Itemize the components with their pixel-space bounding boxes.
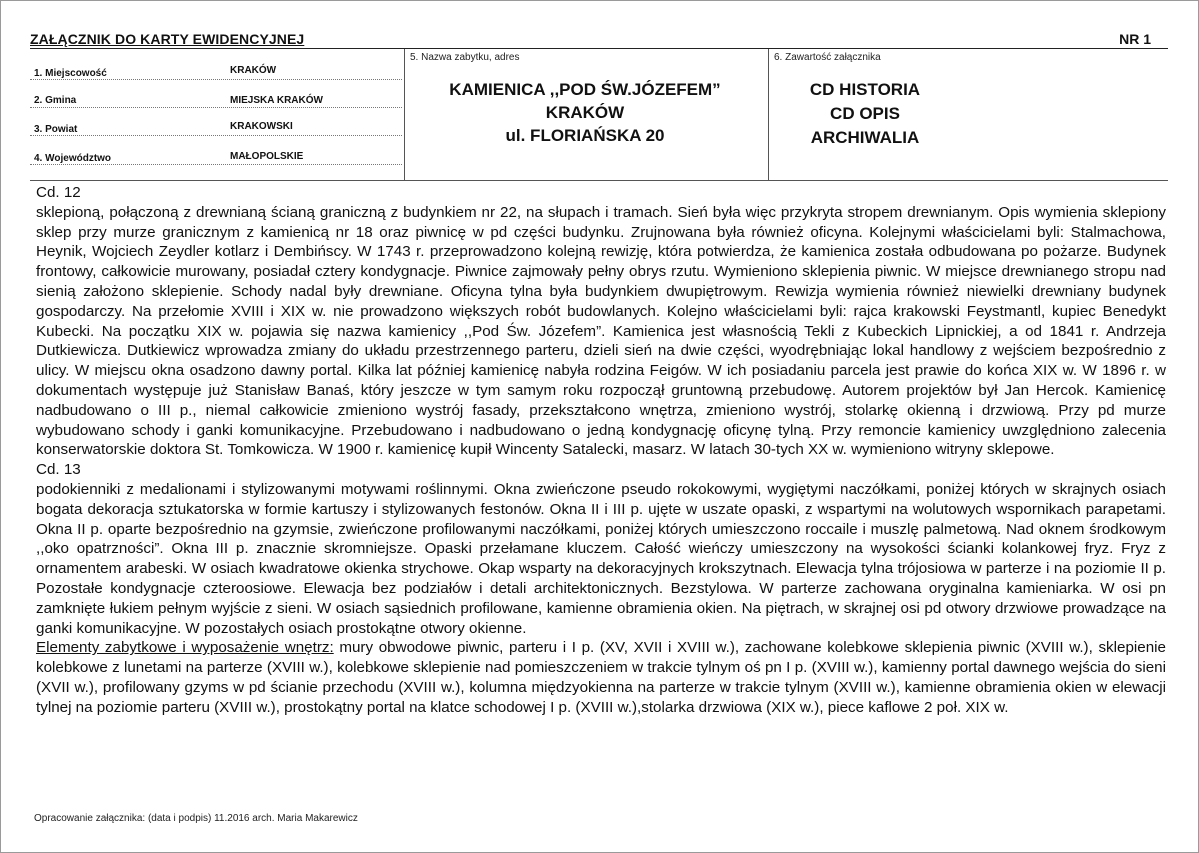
continuation-label-12: Cd. 12	[36, 184, 81, 201]
field-label-miejscowosc: 1. Miejscowość	[34, 68, 107, 79]
attachment-number: NR 1	[1119, 31, 1151, 47]
contents-item-historia: CD HISTORIA	[809, 80, 921, 99]
monument-name: KAMIENICA ,,POD ŚW.JÓZEFEM”	[449, 80, 721, 99]
contents-item-opis: CD OPIS	[830, 104, 900, 123]
continuation-label-13: Cd. 13	[36, 461, 81, 479]
field-label-wojewodztwo: 4. Województwo	[34, 153, 112, 164]
field-label-gmina: 2. Gmina	[34, 95, 77, 106]
monument-address: ul. FLORIAŃSKA 20	[505, 126, 665, 145]
history-paragraph: sklepioną, połączoną z drewnianą ścianą graniczną z budynkiem nr 22, na słupach i tramach. Sień była więc przykryta stropem drewnianym. Opis wymienia sklepiony sklep przy murze granicznym z kamienicą nr 18 oraz piwnicę w pd części budynku. Zrujnowana była również oficyna. Kolejnymi właścicielami byli: Stalmachowa, Heynik, Wojciech Zeydler kotlarz i Dembińscy. W 1743 r. przeprowadzono kolejną rewizję, która potwierdza, że kamienica została odbudowana po pożarze. Budynek frontowy, całkowicie murowany, posiadał cztery kondygnacje. Piwnice zajmowały pełny obrys rzutu. Wymieniono sklepienia piwnic. W miejsce drewnianego stropu nad sienią założono sklepienie. Schody nadal były drewniane. Oficyna tylna była budynkiem dwupiętrowym. Rewizja wymienia również niewielki drewniany budynek gospodarczy. Na przełomie XVIII i XIX w. nie prowadzono większych robót budowlanych. Kolejno właścicielami byli: rajca krakowski Feystmantl, kupiec Benedykt Kubecki. Na początku XIX w. pojawia się nazwa kamienicy ,,Pod Św. Józefem”. Kamienica jest własnością Tekli z Kubeckich Lipnickiej, a od 1841 r. Andrzeja Dutkiewicza. Dutkiewicz wprowadza zmiany do układu przestrzennego parteru, dzieli sień na dwie części, wyodrębniając lokal handlowy z wejściem bezpośrednio z ulicy. W miejscu okna osadzono dawny portal. Kilka lat później kamienicę nabyła rodzina Feigów. W ich posiadaniu parcela jest prawie do końca XIX w. W 1896 r. w dokumentach występuje już Stanisław Banaś, który jeszcze w tym samym roku rozpoczął gruntowną przebudowę. Autorem projektów był Jan Hercok. Kamienicę nadbudowano o III p., niemal całkowicie zmieniono wystrój fasady, przekształcono wnętrza, zmieniono wystrój, stolarkę okienną i drzwiową. Przy pd murze wybudowano schody i ganki komunikacyjne. Przebudowano i nadbudowano o jedną kondygnację oficynę tylną. Przy remoncie kamienicy uwzględniono zalecenia konserwatorskie doktora St. Tomkowicza. W 1900 r. kamienicę kupił Wincenty Satalecki, masarz. W latach 30-tych XX w. wymieniono witryny sklepowe.	[36, 203, 1166, 459]
elements-paragraph	[36, 638, 1166, 717]
field-value-wojewodztwo: MAŁOPOLSKIE	[230, 151, 304, 162]
field-value-powiat: KRAKOWSKI	[230, 121, 293, 132]
monument-name-block	[404, 78, 766, 147]
elements-heading: Elementy zabytkowe i wyposażenie wnętrz:	[36, 639, 334, 657]
document-body	[36, 183, 1166, 718]
prepared-by-footer: Opracowanie załącznika: (data i podpis) 11.2016 arch. Maria Makarewicz	[34, 813, 358, 824]
field-dotline	[30, 135, 402, 136]
attachment-title: ZAŁĄCZNIK DO KARTY EWIDENCYJNEJ	[30, 31, 305, 47]
section6-label: 6. Zawartość załącznika	[774, 52, 881, 63]
field-value-gmina: MIEJSKA KRAKÓW	[230, 95, 323, 106]
field-dotline	[30, 164, 402, 165]
field-label-powiat: 3. Powiat	[34, 124, 78, 135]
monument-city: KRAKÓW	[545, 103, 625, 122]
top-section-bottom-rule	[30, 180, 1168, 181]
section5-label: 5. Nazwa zabytku, adres	[410, 52, 520, 63]
contents-item-archiwalia: ARCHIWALIA	[810, 128, 920, 147]
field-dotline	[30, 79, 402, 80]
header-rule	[30, 48, 1168, 49]
field-dotline	[30, 107, 402, 108]
field-value-miejscowosc: KRAKÓW	[230, 65, 277, 76]
elements-text: mury obwodowe piwnic, parteru i I p. (XV, XVII i XVIII w.), zachowane kolebkowe sklepienia piwnic (XVIII w.), sklepienie kolebkowe z lunetami na parterze (XVIII w.), kolebkowe sklepienie nad pomieszczeniem w trakcie tylnym oś pn I p. (XVIII w.), kamienny portal dawnego wejścia do sieni (XVII w.), profilowany gzyms w pd ścianie przechodu (XVIII w.), kolumna międzyokienna na parterze w trakcie tylnym (XVIII w.), kamienne obramienia okien w elewacji tylnej na poziomie parteru (XVIII w.), prostokątny portal na klatce schodowej I p. (XVIII w.),stolarka drzwiowa (XIX w.), piece kaflowe 2 poł. XIX w.	[36, 639, 1166, 716]
description-paragraph: podokienniki z medalionami i stylizowanymi motywami roślinnymi. Okna zwieńczone pseudo rokokowymi, wygiętymi naczółkami, poniżej których w skrajnych osiach bogata dekoracja sztukatorska w formie kartuszy i stylizowanych festonów. Okna II i III p. ujęte w uszate opaski, z wspartymi na wolutowych wspornikach parapetami. Okna II p. oparte bezpośrednio na gzymsie, zwieńczone profilowanymi naczółkami, poniżej których umieszczono roccaile i muszlę palmetową. Nad oknem środkowym ,,oko opatrzności”. Okna III p. znacznie skromniejsze. Opaski przełamane kluczem. Całość wieńczy umieszczony na wysokości ścianki kolankowej fryz. Fryz z ornamentem arabeski. W osiach kwadratowe okienka strychowe. Okap wsparty na dekoracyjnych krokszytnach. Elewacja tylna trójosiowa w parterze i na poziomie II p. Pozostałe kondygnacje czteroosiowe. Elewacja bez podziałów i detali architektonicznych. Bezstylowa. W parterze zachowana oryginalna kamieniarka. W osi pn zamknięte łukiem pełnym wyjście z sieni. W osiach sąsiednich profilowane, kamienne obramienia okien. Na piętrach, w skrajnej osi pd otwory drzwiowe prowadzące na ganki komunikacyjne. W pozostałych osiach prostokątne otwory okienne.	[36, 480, 1166, 637]
attachment-contents-block	[770, 78, 960, 150]
divider-right	[768, 49, 769, 180]
